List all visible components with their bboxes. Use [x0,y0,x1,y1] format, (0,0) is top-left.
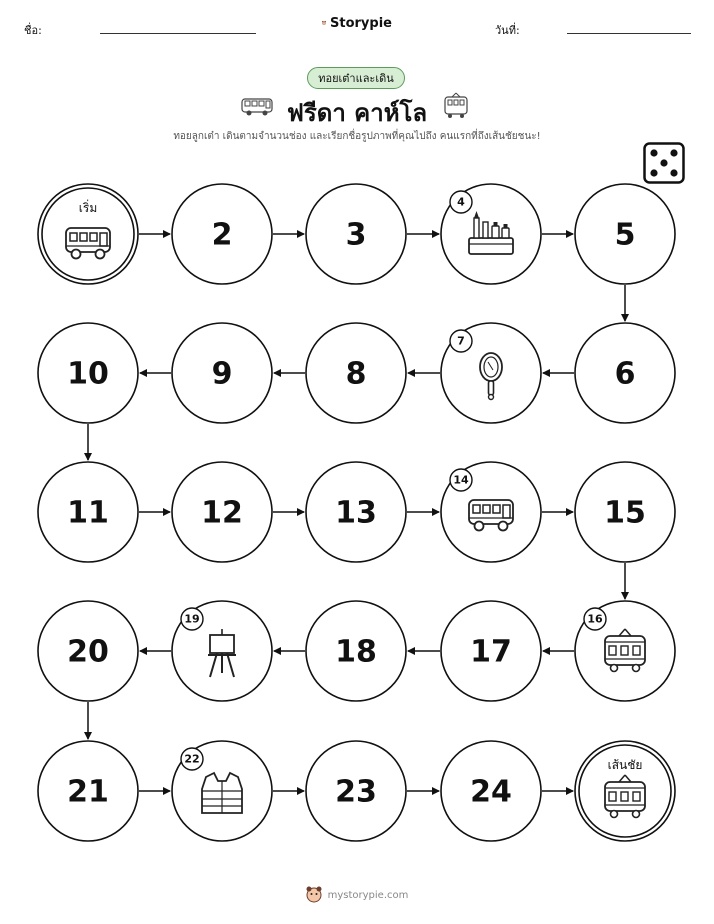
space-number: 21 [67,774,109,810]
space-number: 10 [67,356,109,392]
date-label: วันที่: [495,24,520,37]
board-space-17[interactable] [441,601,541,701]
space-number: 14 [453,473,469,487]
space-number: 16 [587,612,603,626]
board-space-23[interactable] [306,741,406,841]
board-space-8[interactable] [306,323,406,423]
board-space-10[interactable] [38,323,138,423]
board-space-14[interactable] [441,462,541,562]
space-number: 24 [470,774,512,810]
board-space-15[interactable] [575,462,675,562]
board-space-11[interactable] [38,462,138,562]
space-number: 7 [457,334,465,348]
board-space-21[interactable] [38,741,138,841]
board-space-4[interactable] [441,184,541,284]
board-space-19[interactable] [172,601,272,701]
space-number: 18 [335,634,377,670]
space-number: 13 [335,495,377,531]
space-number: 3 [345,217,367,253]
space-number: 15 [604,495,646,531]
space-number: 2 [211,217,233,253]
mascot-icon [306,886,322,904]
board-space-13[interactable] [306,462,406,562]
board-space-20[interactable] [38,601,138,701]
space-number: 4 [457,195,465,209]
name-label: ชื่อ: [24,24,42,37]
finish-label: เส้นชัย [607,758,643,772]
page-title: ฟรีดา คาห์โล [286,99,428,127]
footer [0,886,714,904]
board-space-6[interactable] [575,323,675,423]
instructions: ทอยลูกเต๋า เดินตามจำนวนช่อง และเรียกชื่อรูปภาพที่คุณไปถึง คนแรกที่ถึงเส้นชัยชนะ! [173,131,541,142]
board-space-1[interactable] [38,184,138,284]
space-number: 22 [184,752,200,766]
board-space-18[interactable] [306,601,406,701]
space-number: 23 [335,774,377,810]
space-number: 5 [614,217,636,253]
board-spaces [38,184,675,841]
game-type-badge: ทอยเต๋าและเดิน [307,67,405,89]
space-number: 20 [67,634,109,670]
tram-icon [605,629,645,672]
board-space-7[interactable] [441,323,541,423]
space-number: 17 [470,634,512,670]
space-number: 19 [184,612,200,626]
board-space-9[interactable] [172,323,272,423]
start-label: เริ่ม [78,201,98,215]
board-space-2[interactable] [172,184,272,284]
space-number: 8 [345,356,367,392]
board-space-24[interactable] [441,741,541,841]
board-space-25[interactable] [575,741,675,841]
easel-icon [208,629,236,677]
board-space-3[interactable] [306,184,406,284]
brand-name: Storypie [330,15,392,31]
tram-icon [605,775,645,818]
board-space-22[interactable] [172,741,272,841]
footer-url[interactable]: mystorypie.com [327,889,409,901]
board-space-5[interactable] [575,184,675,284]
space-number: 6 [614,356,636,392]
space-number: 9 [211,356,233,392]
space-number: 11 [67,495,109,531]
board-space-12[interactable] [172,462,272,562]
space-number: 12 [201,495,243,531]
board-space-16[interactable] [575,601,675,701]
